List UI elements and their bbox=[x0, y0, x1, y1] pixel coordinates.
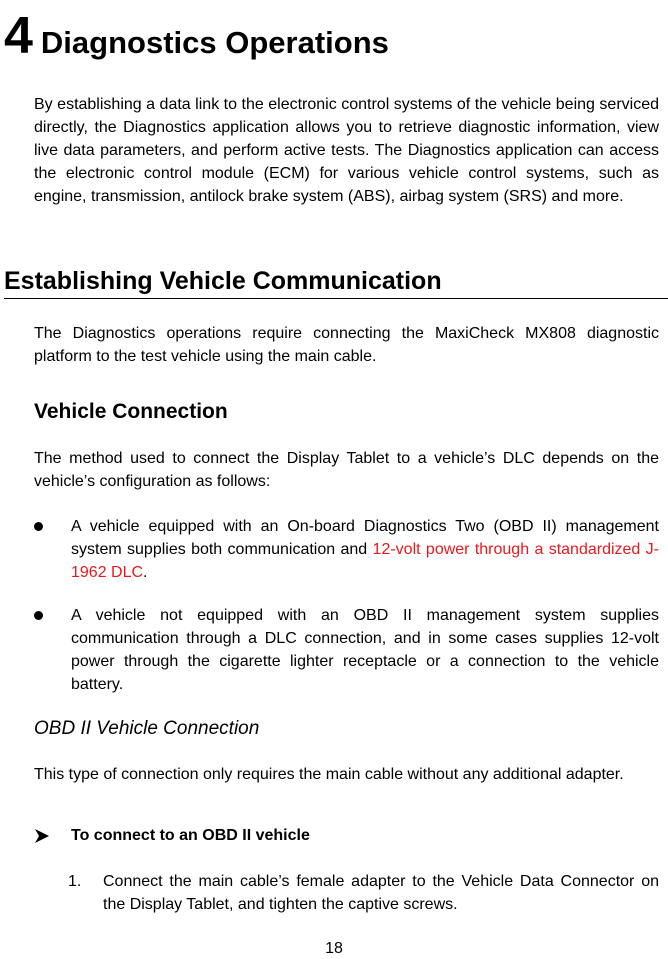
chapter-number: 4 bbox=[4, 7, 33, 65]
section-title: Establishing Vehicle Communication bbox=[4, 264, 668, 299]
arrow-bullet-icon bbox=[34, 828, 50, 844]
bullet-item bbox=[34, 515, 659, 584]
bullet-item bbox=[34, 604, 659, 696]
intro-paragraph: By establishing a data link to the electronic control systems of the vehicle being serviced directly, the Diagnostics application allows you to retrieve diagnostic information, view live data parameters, and perform active tests. The Diagnostics application can access the electronic control module (ECM) for various vehicle control systems, such as engine, transmission, antilock brake system (ABS), airbag system (SRS) and more. bbox=[34, 96, 659, 205]
bullet-dot-icon bbox=[34, 611, 43, 620]
step-text: Connect the main cable’s female adapter to the Vehicle Data Connector on the Display Tablet, and tighten the captive screws. bbox=[103, 873, 659, 913]
bullet-text-plain: A vehicle equipped with an On-board Diagnostics Two (OBD II) management system supplies both communication and bbox=[71, 518, 659, 558]
bullet-text: A vehicle not equipped with an OBD II management system supplies communication through a DLC connection, and in some cases supplies 12-volt power through the cigarette lighter receptacle or a connection to the vehicle battery. bbox=[71, 607, 659, 693]
page-number: 18 bbox=[325, 940, 343, 957]
bullet-text-highlight: 12-volt power through a standardized J-1962 DLC bbox=[71, 541, 659, 581]
procedure-heading bbox=[34, 826, 659, 846]
procedure-title: To connect to an OBD II vehicle bbox=[71, 827, 310, 844]
chapter-heading bbox=[4, 8, 389, 64]
chapter-title: Diagnostics Operations bbox=[40, 25, 389, 60]
section-paragraph: The Diagnostics operations require connecting the MaxiCheck MX808 diagnostic platform to the test vehicle using the main cable. bbox=[34, 325, 659, 365]
subsection-paragraph: The method used to connect the Display Tablet to a vehicle’s DLC depends on the vehicle’s configuration as follows: bbox=[34, 450, 659, 490]
obd-connection-title: OBD II Vehicle Connection bbox=[34, 718, 260, 739]
bullet-dot-icon bbox=[34, 522, 43, 531]
procedure-step bbox=[68, 870, 659, 916]
bullet-text bbox=[71, 515, 659, 584]
bullet-text-end: . bbox=[143, 564, 148, 581]
obd-connection-paragraph: This type of connection only requires the main cable without any additional adapter. bbox=[34, 766, 624, 783]
step-number: 1. bbox=[68, 873, 82, 890]
subsection-title: Vehicle Connection bbox=[34, 400, 228, 423]
